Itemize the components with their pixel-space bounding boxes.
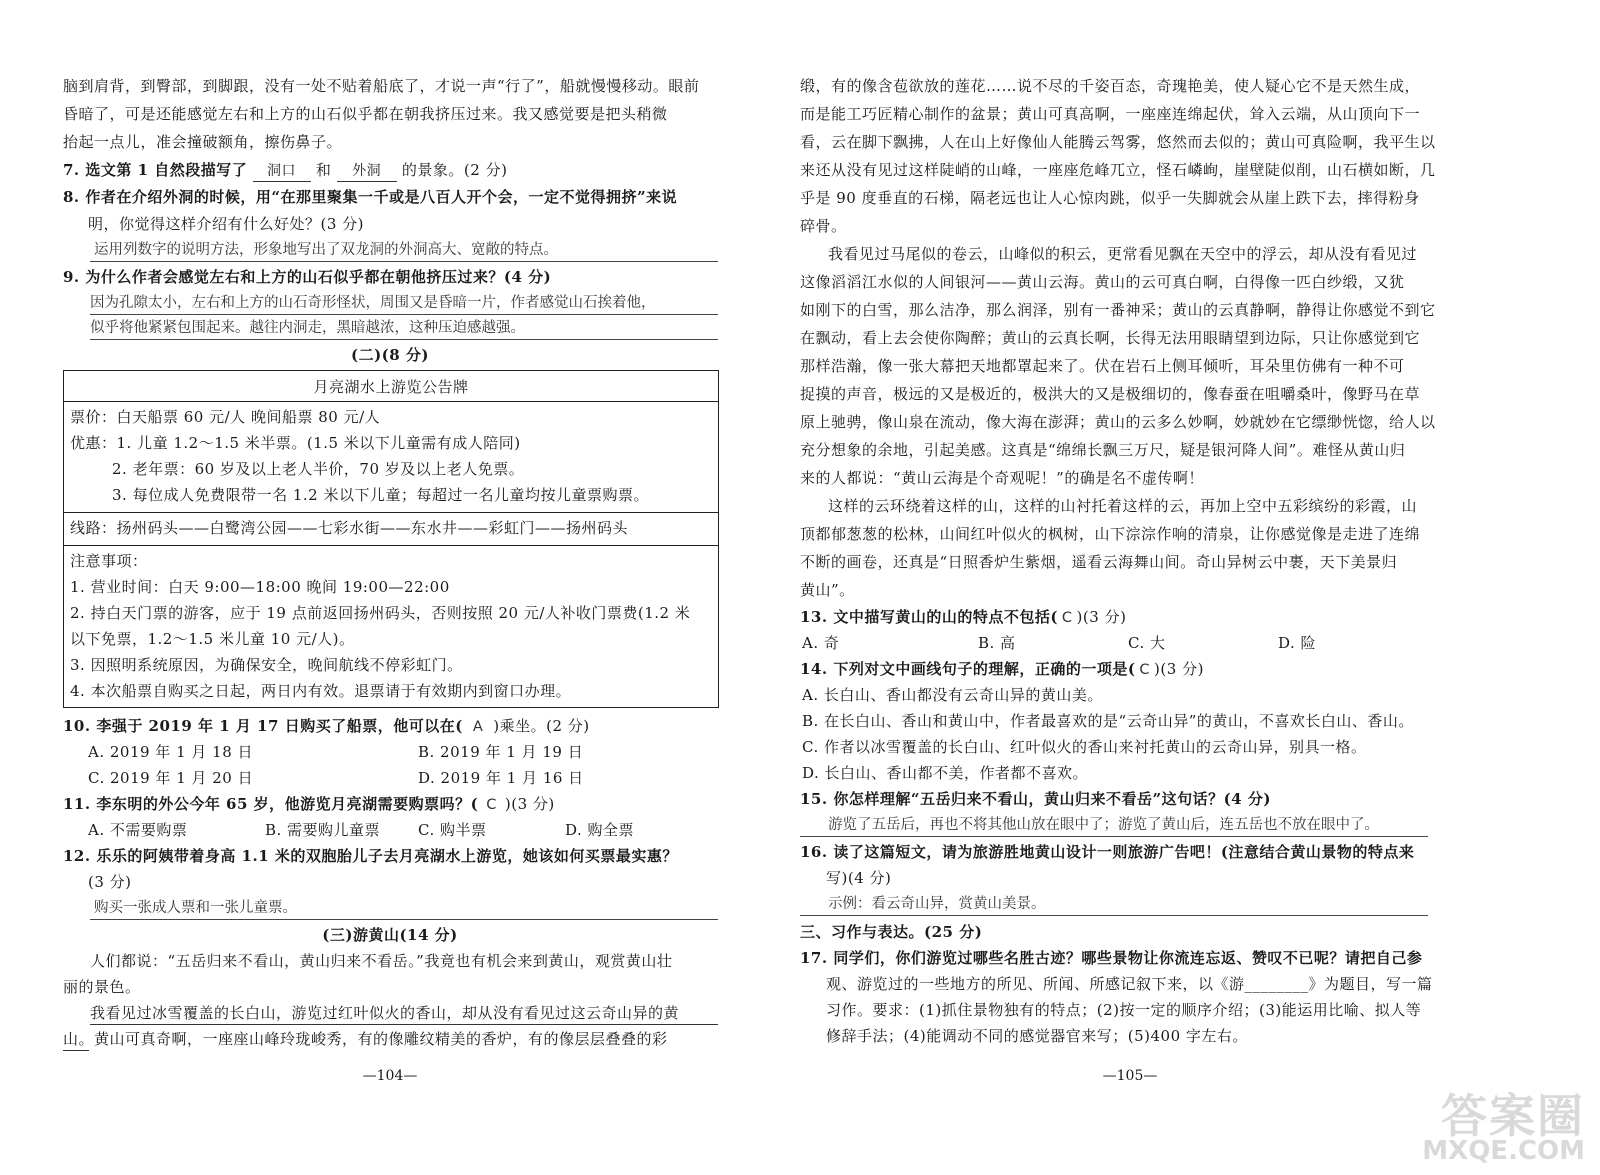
q11-option-a: A. 不需要购票 [88,821,188,839]
q14-answer: C [1139,662,1151,678]
q15-answer: 游览了五岳后，再也不将其他山放在眼中了；游览了黄山后，连五岳也不放在眼中了。 [828,817,1379,833]
q7-mid: 和 [315,161,332,179]
q13-option-d: D. 险 [1278,634,1317,652]
q13-option-a: A. 奇 [802,634,840,652]
q11-stem: 11. 李东明的外公今年 65 岁，他游览月亮湖需要购票吗？( [63,795,479,813]
passage2-line: 山。黄山可真奇啊，一座座山峰玲珑峻秀，有的像雕纹精美的香炉，有的像层层叠叠的彩 [63,1030,668,1048]
answer-line [800,836,1428,837]
answer-line [90,919,718,920]
q10-answer: A [472,719,484,735]
divider [64,512,718,513]
q7-answer-2: 外洞 [337,161,397,182]
q13-stem: 13. 文中描写黄山的山的特点不包括( [800,608,1058,626]
passage-line: 原上驰骋，像山泉在流动，像大海在澎湃；黄山的云多么妙啊，妙就妙在它缥缈恍惚，给人以 [800,413,1436,431]
q7-stem: 7. 选文第 1 自然段描写了 [63,161,248,179]
q11-option-c: C. 购半票 [418,821,487,839]
page-number: —104— [362,1068,418,1084]
q14-option-b: B. 在长白山、香山和黄山中，作者最喜欢的是“云奇山异”的黄山，不喜欢长白山、香山。 [802,712,1414,730]
q14-option-d: D. 长白山、香山都不美，作者都不喜欢。 [802,764,1089,782]
watermark-logo [1405,1080,1595,1170]
question-17-line: 观、游览过的一些地方的所见、所闻、所感记叙下来，以《游________》为题目，写一篇 [826,975,1433,993]
q14-tail: )(3 分) [1154,660,1204,678]
notice-route: 线路：扬州码头——白鹭湾公园——七彩水街——东水井——彩虹门——扬州码头 [70,519,629,537]
notice-note-3: 3. 因照明系统原因，为确保安全，晚间航线不停彩虹门。 [70,656,463,674]
passage-line: 顶都郁葱葱的松林，山间红叶似火的枫树，山下淙淙作响的清泉，让你感觉像是走进了连绵 [800,525,1421,543]
passage-line: 如刚下的白雪，那么洁净，那么润泽，别有一番神采；黄山的云真静啊，静得让你感觉不到它 [800,301,1436,319]
question-17-line: 习作。要求：(1)抓住景物独有的特点；(2)按一定的顺序介绍；(3)能运用比喻、拟人等 [826,1001,1422,1019]
q14-option-a: A. 长白山、香山都没有云奇山异的黄山美。 [802,686,1103,704]
question-15: 15. 你怎样理解“五岳归来不看山，黄山归来不看岳”这句话？(4 分) [800,790,1271,808]
q9-answer-line1: 因为孔隙太小，左右和上方的山石奇形怪状，周围又是昏暗一片，作者感觉山石挨着他， [90,295,656,311]
passage-line: 来还从没有见过这样陡峭的山峰，一座座危峰兀立，怪石嶙峋，崖壁陡似削，山石横如断，几 [800,161,1436,179]
divider [64,401,718,402]
q13-answer: C [1061,610,1073,626]
passage-line: 缎，有的像含苞欲放的莲花……说不尽的千姿百态，奇瑰艳美，使人疑心它不是天然生成， [800,77,1421,95]
notice-discount-2: 2. 老年票：60 岁及以上老人半价，70 岁及以上老人免票。 [112,460,525,478]
passage2-line-underlined: 我看见过冰雪覆盖的长白山，游览过红叶似火的香山，却从没有看见过这云奇山异的黄 [90,1004,680,1022]
q13-option-c: C. 大 [1128,634,1166,652]
q9-answer-line2: 似乎将他紧紧包围起来。越往内洞走，黑暗越浓，这种压迫感越强。 [90,320,525,336]
q7-answer-1: 洞口 [253,161,311,182]
passage-line: 看，云在脚下飘拂，人在山上好像仙人能腾云驾雾，悠然而去似的；黄山可真险啊，我平生以 [800,133,1436,151]
question-17-line: 修辞手法；(4)能调动不同的感觉器官来写；(5)400 字左右。 [826,1027,1248,1045]
q11-option-d: D. 购全票 [565,821,635,839]
answer-line [90,314,718,315]
notice-notes-title: 注意事项： [70,552,148,570]
q11-option-b: B. 需要购儿童票 [265,821,381,839]
divider [64,545,718,546]
passage-line: 脑到肩背，到臀部，到脚跟，没有一处不贴着船底了，才说一声“行了”，船就慢慢移动。眼前 [63,77,700,95]
section-2-title: (二)(8 分) [350,346,430,364]
q12-answer: 购买一张成人票和一张儿童票。 [94,900,297,916]
q14-stem: 14. 下列对文中画线句子的理解，正确的一项是( [800,660,1136,678]
q10-option-b: B. 2019 年 1 月 19 日 [418,743,584,761]
passage-line: 抬起一点儿，准会撞破额角，擦伤鼻子。 [63,133,343,151]
passage-line: 那样浩瀚，像一张大幕把天地都罩起来了。伏在岩石上侧耳倾听，耳朵里仿佛有一种不可 [800,357,1405,375]
passage-line: 这样的云环绕着这样的山，这样的山衬托着这样的云，再加上空中五彩缤纷的彩霞，山 [828,497,1418,515]
q10-option-a: A. 2019 年 1 月 18 日 [88,743,254,761]
passage-line: 昏暗了，可是还能感觉左右和上方的山石似乎都在朝我挤压过来。我又感觉要是把头稍微 [63,105,668,123]
passage2-line: 人们都说：“五岳归来不看山，黄山归来不看岳。”我竟也有机会来到黄山，观赏黄山壮 [90,952,673,970]
passage-line: 碎骨。 [800,217,847,235]
q11-tail: )(3 分) [504,795,555,813]
notice-note-4: 4. 本次船票自购买之日起，两日内有效。退票请于有效期内到窗口办理。 [70,682,572,700]
notice-title: 月亮湖水上游览公告牌 [313,378,469,396]
question-8-line2: 明，你觉得这样介绍有什么好处？(3 分) [88,215,365,233]
passage-line: 黄山”。 [800,581,855,599]
question-8: 8. 作者在介绍外洞的时候，用“在那里聚集一千或是八百人开个会，一定不觉得拥挤”来说 [63,188,678,206]
question-7 [63,160,507,182]
section-writing-title: 三、习作与表达。(25 分) [800,923,983,941]
question-14 [800,659,1204,680]
q10-stem: 10. 李强于 2019 年 1 月 17 日购买了船票，他可以在( [63,717,463,735]
notice-discount-3: 3. 每位成人免费限带一名 1.2 米以下儿童；每超过一名儿童均按儿童票购票。 [112,486,649,504]
passage-line: 而是能工巧匠精心制作的盆景；黄山可真高啊，一座座连绵起伏，耸入云端，从山顶向下一 [800,105,1421,123]
q10-tail: )乘坐。(2 分) [493,717,590,735]
passage2-line: 丽的景色。 [63,978,141,996]
passage-line: 不断的画卷，还真是“日照香炉生紫烟，遥看云海舞山间。奇山异树云中裹，天下美景归 [800,553,1398,571]
right-page [800,0,1600,1175]
q10-option-d: D. 2019 年 1 月 16 日 [418,769,584,787]
question-13 [800,607,1126,628]
passage-line: 乎是 90 度垂直的石梯，隔老远也让人心惊肉跳，似乎一失脚就会从崖上跌下去，摔得粉身 [800,189,1420,207]
passage-line: 这像滔滔江水似的人间银河——黄山云海。黄山的云可真白啊，白得像一匹白纱缎，又犹 [800,273,1405,291]
passage-line: 充分想象的余地，引起美感。这真是“绵绵长飘三万尺，疑是银河降人间”。难怪从黄山归 [800,441,1406,459]
q13-tail: )(3 分) [1076,608,1127,626]
notice-note-2-cont: 以下免票，1.2～1.5 米儿童 10 元/人)。 [70,630,355,648]
answer-line [90,261,718,262]
sentence-underline [90,1024,718,1025]
q14-option-c: C. 作者以冰雪覆盖的长白山、红叶似火的香山来衬托黄山的云奇山异，别具一格。 [802,738,1367,756]
notice-discount-1: 优惠：1. 儿童 1.2～1.5 米半票。(1.5 米以下儿童需有成人陪同) [70,434,521,452]
passage-line: 来的人都说：“黄山云海是个奇观呢！”的确是名不虚传啊！ [800,469,1204,487]
passage-line: 在飘动，看上去会使你陶醉；黄山的云真长啊，长得无法用眼睛望到边际，只让你感觉到它 [800,329,1421,347]
q13-option-b: B. 高 [978,634,1016,652]
q16-answer: 示例：看云奇山异，赏黄山美景。 [828,896,1046,912]
question-11 [63,794,555,815]
answer-line [800,915,1428,916]
question-16: 16. 读了这篇短文，请为旅游胜地黄山设计一则旅游广告吧！(注意结合黄山景物的特点来 [800,843,1415,861]
question-12: 12. 乐乐的阿姨带着身高 1.1 米的双胞胎儿子去月亮湖水上游览，她该如何买票最实惠？ [63,847,678,865]
question-9: 9. 为什么作者会感觉左右和上方的山石似乎都在朝他挤压过来？(4 分) [63,268,552,286]
question-17: 17. 同学们，你们游览过哪些名胜古迹？哪些景物让你流连忘返、赞叹不已呢？请把自己参 [800,949,1423,967]
watermark-url: MXQE.COM [1422,1136,1585,1166]
q8-answer: 运用列数字的说明方法，形象地写出了双龙洞的外洞高大、宽敞的特点。 [94,242,558,258]
notice-price: 票价：白天船票 60 元/人 晚间船票 80 元/人 [70,408,381,426]
question-16-line2: 写)(4 分) [826,869,892,887]
answer-line [90,339,718,340]
page-number: —105— [1102,1068,1158,1084]
notice-note-1: 1. 营业时间：白天 9:00—18:00 晚间 19:00—22:00 [70,578,450,596]
question-12-line2: (3 分) [88,873,132,891]
watermark-text: 答案圈 [1441,1089,1585,1143]
notice-board [63,370,719,708]
q7-tail: 的景象。(2 分) [401,161,508,179]
notice-note-2: 2. 持白天门票的游客，应于 19 点前返回扬州码头，否则按照 20 元/人补收门票费(1.2 米 [70,604,691,622]
q10-option-c: C. 2019 年 1 月 20 日 [88,769,254,787]
question-10 [63,716,590,737]
passage-line: 我看见过马尾似的卷云，山峰似的积云，更常看见飘在天空中的浮云，却从没有看见过 [828,245,1418,263]
section-3-title: (三)游黄山(14 分) [322,926,458,944]
passage-line: 捉摸的声音，极远的又是极近的，极洪大的又是极细切的，像春蚕在咀嚼桑叶，像野马在草 [800,385,1421,403]
sentence-underline [63,1050,89,1051]
q11-answer: C [486,797,497,813]
